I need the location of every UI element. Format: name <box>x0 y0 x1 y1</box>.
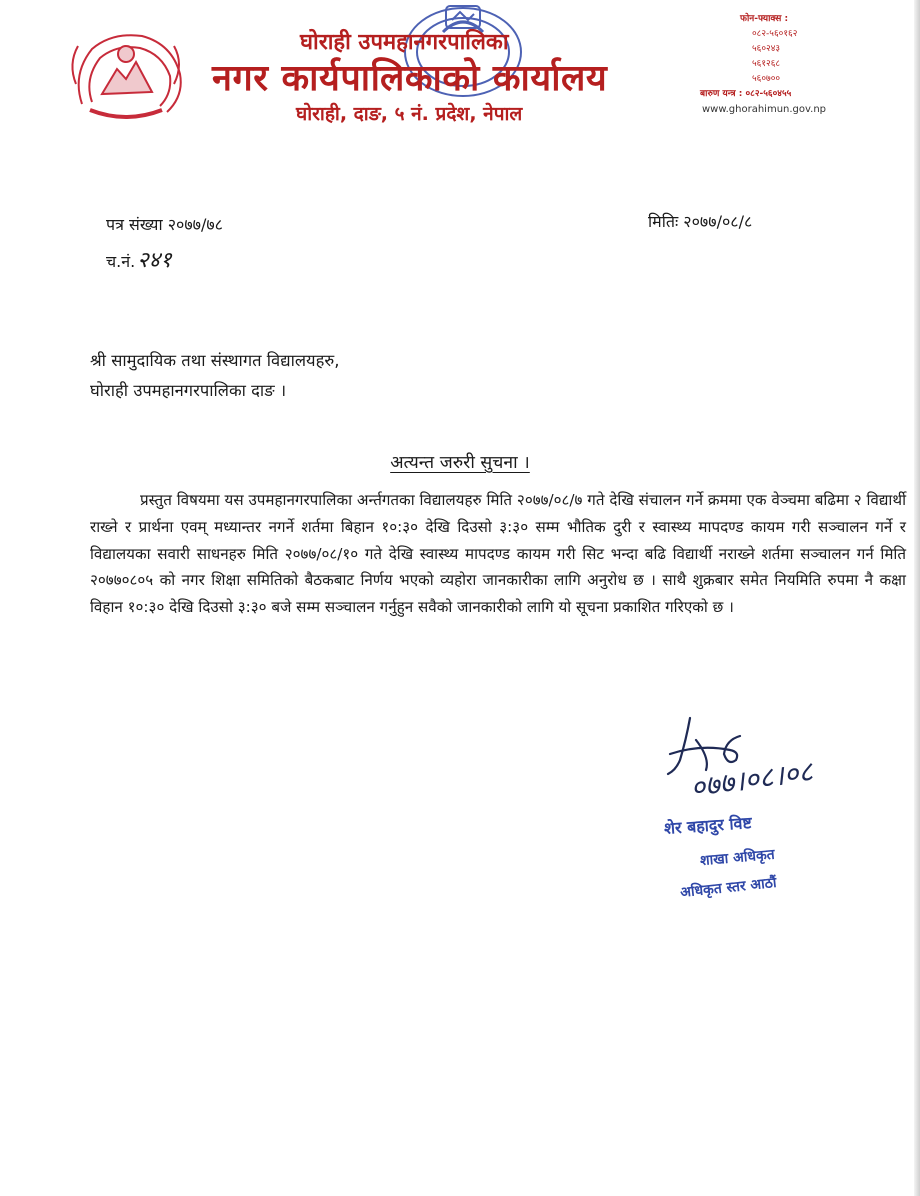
phone-number: ०८२-५६०१६२ <box>752 29 798 39</box>
notice-body <box>90 487 906 621</box>
notice-title-text: अत्यन्त जरुरी सुचना । <box>390 453 530 473</box>
notice-paragraph: प्रस्तुत विषयमा यस उपमहानगरपालिका अर्न्तगतका विद्यालयहरु मिति २०७७/०८/७ गते देखि संचालन गर्ने क्रममा एक वेञ्चमा बढिमा २ विद्यार्थी राख्ने र प्रार्थना एवम् मध्यान्तर नगर्ने शर्तमा बिहान १०:३० देखि दिउसो ३:३० सम्म भौतिक दुरी र स्वास्थ्य मापदण्ड कायम गरी सञ्चालन गर्ने र विद्यालयका सवारी साधनहरु मिति २०७७/०८/१० गते देखि स्वास्थ्य मापदण्ड कायम गरी सिट भन्दा बढि विद्यार्थी नराख्ने शर्तमा सञ्चालन गर्न मिति २०७७०८०५ को नगर शिक्षा समितिको बैठकबाट निर्णय भएको व्यहोरा जानकारीका लागि अनुरोध छ । साथै शुक्रबार समेत नियमिति रुपमा नै कक्षा विहान १०:३० देखि दिउसो ३:३० बजे सम्म सञ्चालन गर्नुहुन सवैको जानकारीको लागि यो सूचना प्रकाशित गरिएको छ । <box>90 491 906 617</box>
page-edge-shadow <box>914 0 920 1196</box>
signatory-post: शाखा अधिकृत <box>699 846 776 870</box>
office-name: नगर कार्यपालिकाको कार्यालय <box>212 58 608 99</box>
phone-number: ५६०२४३ <box>752 44 781 54</box>
nepal-emblem-icon <box>62 24 190 124</box>
fax-number: बारुण यन्त्र : ०८२-५६०४५५ <box>700 89 792 99</box>
dispatch-label: च.नं. <box>106 252 136 271</box>
phone-number: ५६१२६८ <box>752 59 781 69</box>
addressee <box>90 346 340 406</box>
dispatch-number <box>106 244 172 274</box>
addressee-line: घोराही उपमहानगरपालिका दाङ । <box>90 381 287 400</box>
notice-title <box>0 450 920 474</box>
phone-number: ५६०७०० <box>752 74 781 84</box>
municipality-name: घोराही उपमहानगरपालिका <box>300 30 509 55</box>
letter-date: मितिः २०७७/०८/८ <box>648 212 753 231</box>
signature-date: ०७७।०८।०८ <box>688 754 815 805</box>
signatory-rank: अधिकृत स्तर आठौं <box>679 874 778 902</box>
signatory-name: शेर बहादुर विष्ट <box>663 812 753 839</box>
website-link[interactable]: www.ghorahimun.gov.np <box>702 104 827 115</box>
contact-block <box>700 12 840 117</box>
contact-label: फोन-फ्याक्स : <box>740 14 789 24</box>
letter-reference: पत्र संख्या २०७७/७८ <box>106 215 224 234</box>
office-address: घोराही, दाङ, ५ नं. प्रदेश, नेपाल <box>296 103 523 125</box>
dispatch-value: २४१ <box>137 248 172 273</box>
addressee-line: श्री सामुदायिक तथा संस्थागत विद्यालयहरु, <box>90 351 340 370</box>
